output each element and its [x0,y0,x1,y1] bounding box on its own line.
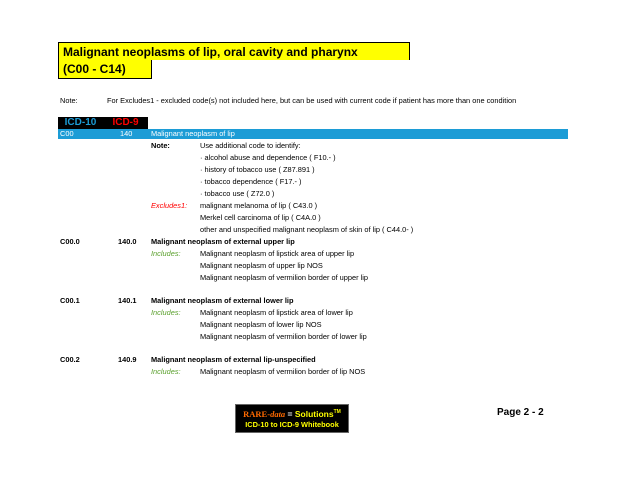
c00-note-item: · tobacco dependence ( F17.- ) [200,177,302,186]
c00-note-label: Note: [151,141,170,150]
entry-icd10: C00.2 [60,355,80,364]
category-description: Malignant neoplasm of lip [151,129,235,138]
c00-note-intro: Use additional code to identify: [200,141,301,150]
entry-includes-item: Malignant neoplasm of vermilion border of upper lip [200,273,369,282]
icd9-header-label: ICD-9 [112,117,139,128]
c00-excludes-item: Merkel cell carcinoma of lip ( C4A.0 ) [200,213,321,222]
brand-data: data [270,408,286,419]
page-title-line2: (C00 - C14) [63,62,126,76]
page-subtitle [58,60,152,79]
entry-includes-item: Malignant neoplasm of vermilion border of lower lip [200,332,367,341]
brand-rare: RARE- [243,408,271,419]
entry-description: Malignant neoplasm of external lip-unspecified [151,355,316,364]
entry-includes-label: Includes: [151,308,181,317]
footer-brand [236,407,348,420]
entry-description: Malignant neoplasm of external lower lip [151,296,294,305]
note-label: Note: [60,96,78,105]
entry-includes-label: Includes: [151,249,181,258]
category-icd9: 140 [120,129,133,138]
entry-includes-item: Malignant neoplasm of lipstick area of lower lip [200,308,353,317]
note-text: For Excludes1 - excluded code(s) not included here, but can be used with current code if patient has more than one condition [107,96,517,105]
icd9-column-header [103,117,148,129]
entry-includes-item: Malignant neoplasm of lipstick area of upper lip [200,249,355,258]
entry-icd10: C00.1 [60,296,80,305]
c00-note-item: · alcohol abuse and dependence ( F10.- ) [200,153,336,162]
c00-excludes-item: other and unspecified malignant neoplasm of skin of lip ( C44.0- ) [200,225,414,234]
brand-solutions: Solutions [294,408,334,419]
icd10-column-header [58,117,103,129]
category-row [58,129,568,139]
page-title-line1: Malignant neoplasms of lip, oral cavity and pharynx [63,45,358,59]
entry-description: Malignant neoplasm of external upper lip [151,237,295,246]
entry-icd9: 140.1 [118,296,137,305]
category-icd10: C00 [60,129,74,138]
entry-icd10: C00.0 [60,237,80,246]
entry-icd9: 140.9 [118,355,137,364]
page-number: Page 2 - 2 [497,407,544,418]
page-title [58,42,410,60]
c00-excludes-label: Excludes1: [151,201,188,210]
entry-includes-item: Malignant neoplasm of upper lip NOS [200,261,323,270]
c00-note-item: · history of tobacco use ( Z87.891 ) [200,165,315,174]
icd10-header-label: ICD-10 [64,117,97,128]
footer-subtitle: ICD-10 to ICD-9 Whitebook [245,420,339,429]
entry-icd9: 140.0 [118,237,137,246]
brand-trademark: TM [333,409,341,415]
entry-includes-label: Includes: [151,367,181,376]
footer-brand-box [235,404,349,433]
entry-includes-item: Malignant neoplasm of vermilion border of lip NOS [200,367,366,376]
brand-equals: = [285,408,295,419]
entry-includes-item: Malignant neoplasm of lower lip NOS [200,320,322,329]
c00-note-item: · tobacco use ( Z72.0 ) [200,189,275,198]
c00-excludes-item: malignant melanoma of lip ( C43.0 ) [200,201,318,210]
